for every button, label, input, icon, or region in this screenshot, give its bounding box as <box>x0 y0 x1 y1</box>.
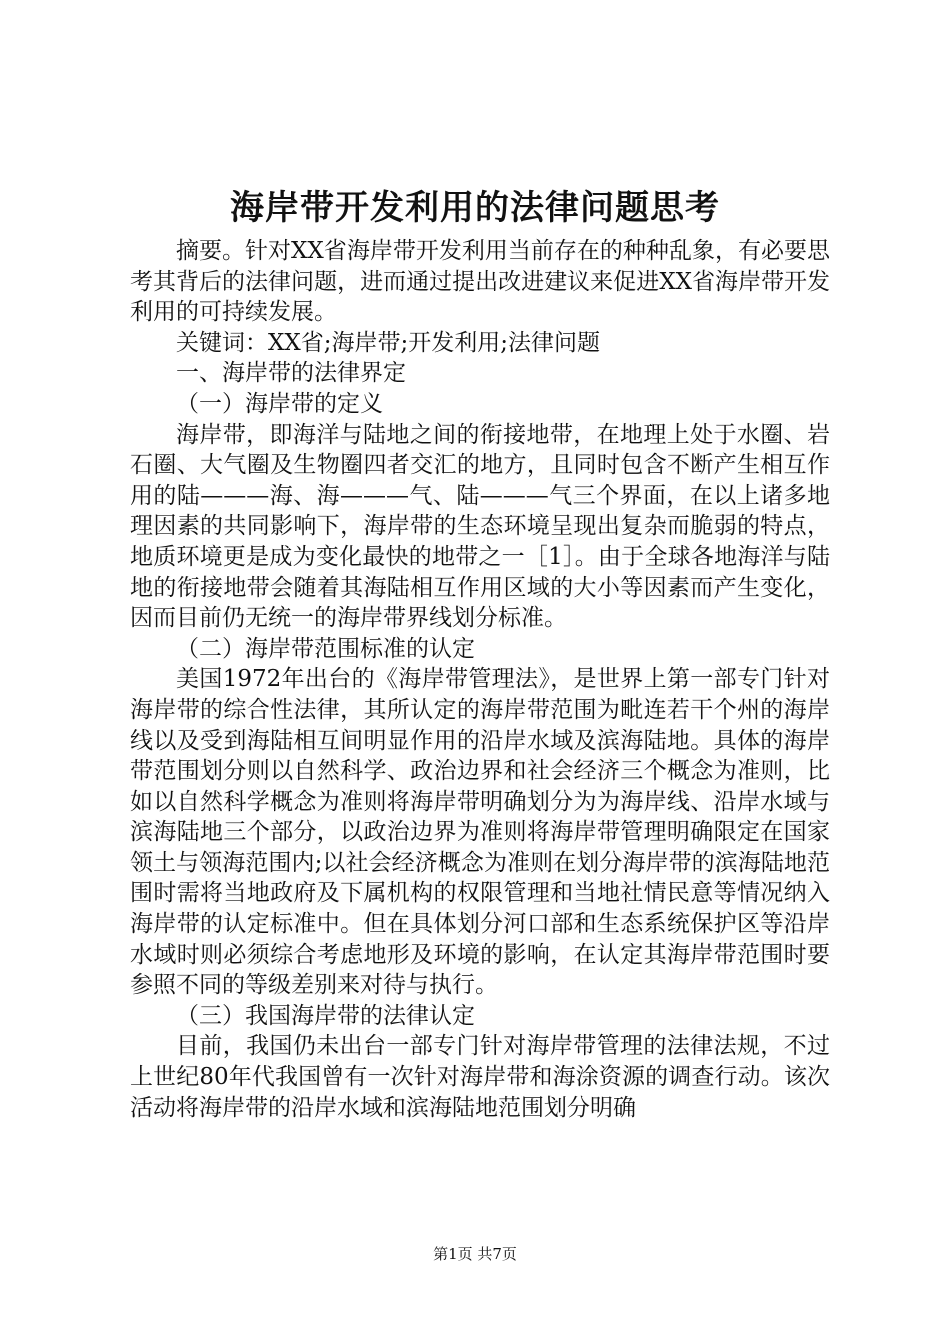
keywords-line: 关键词：XX省;海岸带;开发利用;法律问题 <box>176 329 600 356</box>
section-heading-1: 一、海岸带的法律界定 <box>176 360 406 387</box>
body-paragraph-china: 目前，我国仍未出台一部专门针对海岸带管理的法律法规，不过上世纪80年代我国曾有一次针对海岸带和海涂资源的调查行动。该次活动将海岸带的沿岸水域和滨海陆地范围划分明确 <box>130 1033 830 1121</box>
document-title: 海岸带开发利用的法律问题思考 <box>230 188 720 228</box>
subsection-heading-2: （二）海岸带范围标准的认定 <box>176 635 475 662</box>
page-number-footer: 第1页 共7页 <box>433 1245 517 1263</box>
subsection-heading-3: （三）我国海岸带的法律认定 <box>176 1002 475 1029</box>
subsection-heading-1: （一）海岸带的定义 <box>176 390 383 417</box>
body-paragraph-definition: 海岸带，即海洋与陆地之间的衔接地带，在地理上处于水圈、岩石圈、大气圈及生物圈四者交汇的地方，且同时包含不断产生相互作用的陆———海、海———气、陆———气三个界面，在以上诸多地理因素的共同影响下，海岸带的生态环境呈现出复杂而脆弱的特点，地质环境更是成为变化最快的地带之一［1］。由于全球各地海洋与陆地的衔接地带会随着其海陆相互作用区域的大小等因素而产生变化，因而目前仍无统一的海岸带界线划分标准。 <box>130 421 830 632</box>
document-body <box>130 236 830 1123</box>
body-paragraph-us-law: 美国1972年出台的《海岸带管理法》，是世界上第一部专门针对海岸带的综合性法律，其所认定的海岸带范围为毗连若干个州的海岸线以及受到海陆相互间明显作用的沿岸水域及滨海陆地。具体的海岸带范围划分则以自然科学、政治边界和社会经济三个概念为准则，比如以自然科学概念为准则将海岸带明确划分为为海岸线、沿岸水域与滨海陆地三个部分，以政治边界为准则将海岸带管理明确限定在国家领土与领海范围内;以社会经济概念为准则在划分海岸带的滨海陆地范围时需将当地政府及下属机构的权限管理和当地社情民意等情况纳入海岸带的认定标准中。但在具体划分河口部和生态系统保护区等沿岸水域时则必须综合考虑地形及环境的影响，在认定其海岸带范围时要参照不同的等级差别来对待与执行。 <box>130 666 830 999</box>
abstract-paragraph: 摘要。针对XX省海岸带开发利用当前存在的种种乱象，有必要思考其背后的法律问题，进而通过提出改进建议来促进XX省海岸带开发利用的可持续发展。 <box>130 238 830 326</box>
